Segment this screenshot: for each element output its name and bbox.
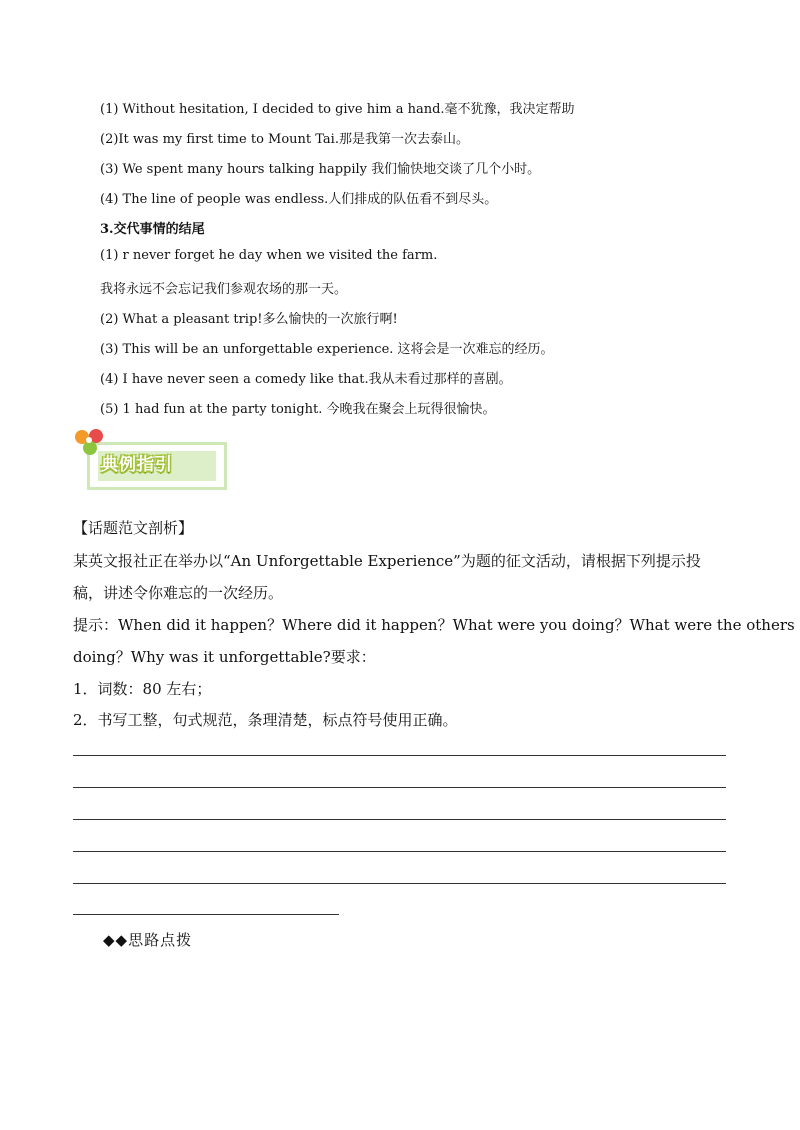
sentence-item: (2) What a pleasant trip!多么愉快的一次旅行啊! [100,312,398,327]
sentence-item: (3) This will be an unforgettable experience. 这将会是一次难忘的经历。 [100,342,554,357]
requirement-item: 2．书写工整，句式规范，条理清楚，标点符号使用正确。 [73,711,458,729]
writing-line [73,851,726,852]
writing-line [73,755,726,756]
sentence-item: (3) We spent many hours talking happily 我们愉快地交谈了几个小时。 [100,162,541,177]
requirement-item: 1．词数：80 左右； [73,680,212,698]
example-guide-banner [73,428,229,492]
topic-heading: 【话题范文剖析】 [73,519,194,537]
sentence-item: (1) r never forget he day when we visited the farm. [100,248,438,263]
sentence-item: (4) The line of people was endless.人们排成的队伍看不到尽头。 [100,192,498,207]
writing-line [73,787,726,788]
writing-line [73,819,726,820]
sentence-item: (1) Without hesitation, I decided to give him a hand.毫不犹豫，我决定帮助 [100,102,575,117]
section-heading: 3.交代事情的结尾 [100,222,205,237]
writing-line [73,914,339,915]
topic-hints: 提示：When did it happen？Where did it happen？What were you doing？What were the others [73,616,795,634]
sentence-translation: 我将永远不会忘记我们参观农场的那一天。 [100,282,348,297]
thinking-tips-label: ◆◆思路点拨 [103,931,193,949]
topic-prompt: 某英文报社正在举办以“An Unforgettable Experience”为题的征文活动，请根据下列提示投 [73,552,701,570]
topic-prompt: 稿，讲述令你难忘的一次经历。 [73,584,284,602]
sentence-item: (4) I have never seen a comedy like that.我从未看过那样的喜剧。 [100,372,512,387]
sentence-item: (5) 1 had fun at the party tonight. 今晚我在聚会上玩得很愉快。 [100,402,496,417]
sentence-item: (2)It was my first time to Mount Tai.那是我第一次去泰山。 [100,132,469,147]
writing-line [73,883,726,884]
topic-hints: doing？Why was it unforgettable?要求： [73,648,376,666]
banner-title: 典例指引 [101,455,173,475]
